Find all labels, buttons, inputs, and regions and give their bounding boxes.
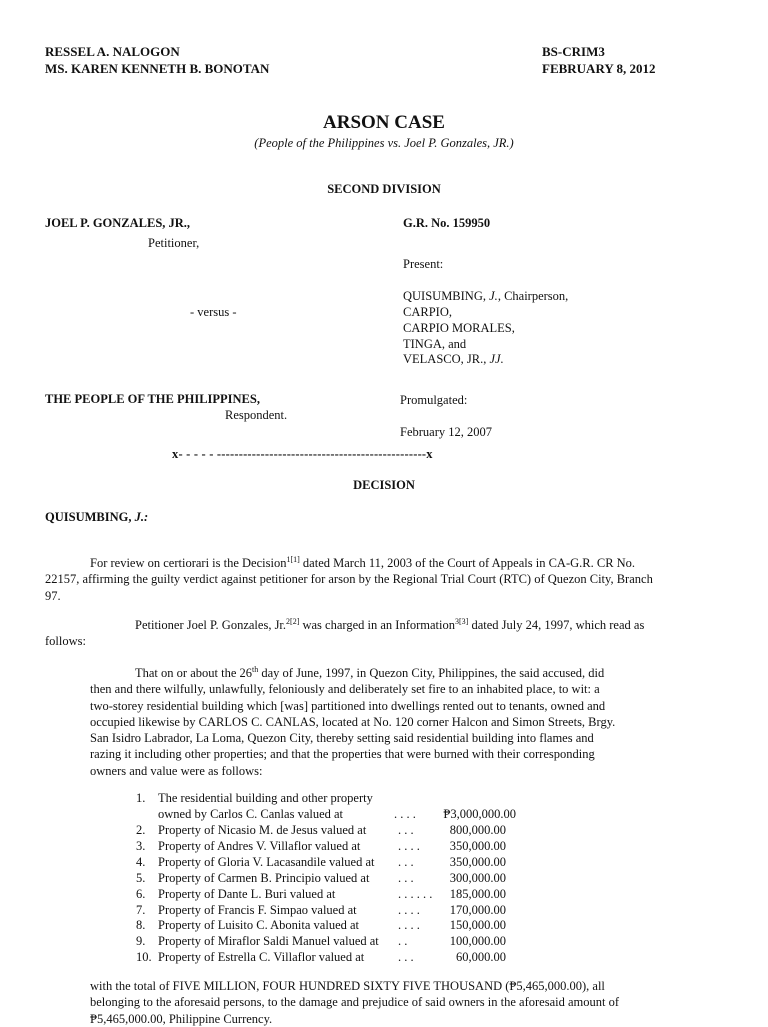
decision-heading: DECISION (353, 478, 415, 492)
versus: - versus - (190, 305, 237, 319)
present-label: Present: (403, 257, 444, 271)
promulgated-label: Promulgated: (400, 393, 468, 407)
list-item: 10. Property of Estrella C. Villaflor valued at . . . 60,000.00 (136, 950, 506, 965)
justice-1: QUISUMBING, J., Chairperson, (403, 289, 569, 303)
list-item: 1. The residential building and other property (136, 791, 373, 805)
list-item: owned by Carlos C. Canlas valued at . . . . ₱3,000,000.00 (158, 807, 516, 821)
list-item: 8. Property of Luisito C. Abonita valued at . . . . 150,000.00 (136, 918, 506, 933)
justice-3: CARPIO MORALES, (403, 321, 515, 335)
course: BS-CRIM3 (542, 44, 605, 59)
respondent-role: Respondent. (225, 408, 288, 422)
document-subtitle: (People of the Philippines vs. Joel P. Gonzales, JR.) (254, 136, 514, 150)
petitioner-role: Petitioner, (148, 236, 200, 250)
total-paragraph: with the total of FIVE MILLION, FOUR HUNDRED SIXTY FIVE THOUSAND (₱5,465,000.00), all belonging to the aforesaid persons, to the damage and prejudice of said owners in the aforesaid amount of ₱5,465,000.00, Philippine Currency. (90, 979, 620, 1026)
information-quote: That on or about the 26th day of June, 1997, in Quezon City, Philippines, the said accused, did then and there wilfully, unlawfully, feloniously and deliberately set fire to an inhabited place, to wit: a two-storey residential building which [was] partitioned into dwellings rented out to tenants, owned and occupied likewise by CARLOS C. CANLAS, located at No. 120 corner Halcon and Simon Streets, Brgy. San Isidro Labrador, La Loma, Quezon City, thereby setting said residential building into flames and razing it including other properties; and that the properties that were burned with their corresponding owners and value were as follows: (90, 664, 616, 778)
justice-2: CARPIO, (403, 305, 452, 319)
author-2: MS. KAREN KENNETH B. BONOTAN (45, 61, 270, 76)
author-1: RESSEL A. NALOGON (45, 44, 180, 59)
promulgated-date: February 12, 2007 (400, 425, 492, 439)
petitioner-name: JOEL P. GONZALES, JR., (45, 216, 191, 230)
list-item: 6. Property of Dante L. Buri valued at . . . . . . 185,000.00 (136, 886, 506, 901)
list-item: 4. Property of Gloria V. Lacasandile valued at . . . 350,000.00 (136, 854, 506, 869)
division-heading: SECOND DIVISION (327, 182, 441, 196)
respondent-name: THE PEOPLE OF THE PHILIPPINES, (45, 392, 260, 406)
paragraph-1: For review on certiorari is the Decision$^{1[1]}$ dated March 11, 2003 of the Court of Appeals in CA-G.R. CR No. 22157, affirming the guilty verdict against petitioner for arson by the Regional Trial Court (RTC) of Quezon City, Branch 97. (45, 554, 653, 603)
list-item: 9. Property of Miraflor Saldi Manuel valued at . . 100,000.00 (136, 934, 506, 949)
document-title: ARSON CASE (323, 112, 445, 133)
list-item: 5. Property of Carmen B. Principio valued at . . . 300,000.00 (136, 870, 506, 885)
gr-number: G.R. No. 159950 (403, 216, 491, 230)
list-item: 2. Property of Nicasio M. de Jesus valued at . . . 800,000.00 (136, 823, 506, 837)
header-date: FEBRUARY 8, 2012 (542, 61, 656, 76)
list-item: 7. Property of Francis F. Simpao valued at . . . . 170,000.00 (136, 902, 506, 917)
list-item: 3. Property of Andres V. Villaflor valued at . . . . 350,000.00 (136, 838, 506, 853)
justice-5: VELASCO, JR., JJ. (403, 352, 504, 366)
justice-4: TINGA, and (403, 337, 467, 351)
paragraph-2: Petitioner Joel P. Gonzales, Jr.$^{2[2]}$ was charged in an Information$^{3[3]}$ dated July 24, 1997, which read as follows: (45, 616, 645, 649)
caption-separator: x- - - - - ------------------------------------------------x (172, 447, 433, 461)
ponente: QUISUMBING, J.: (45, 510, 149, 524)
